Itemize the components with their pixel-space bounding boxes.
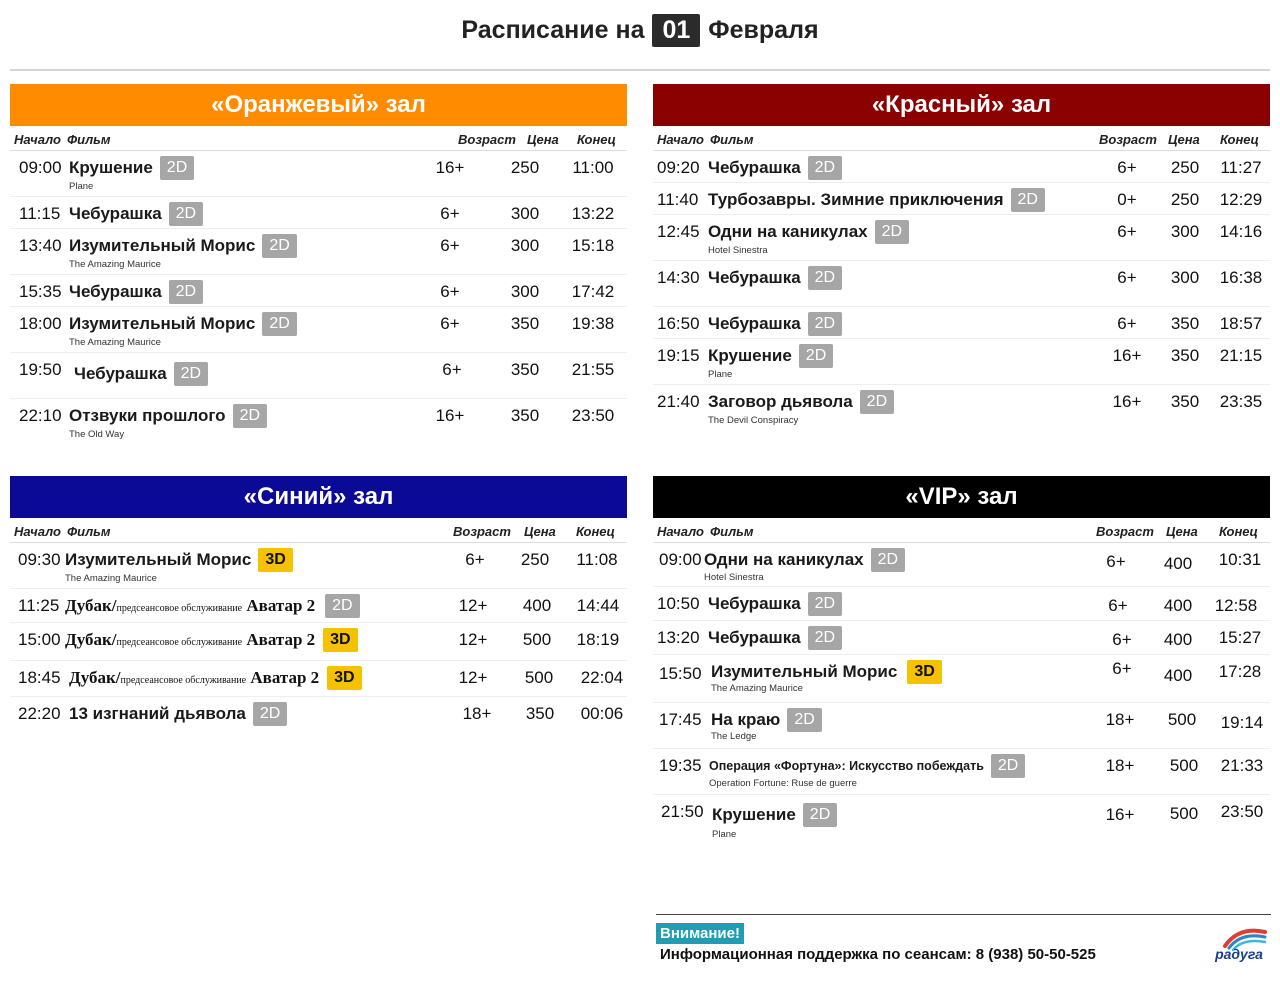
end-time: 15:18 <box>571 236 615 255</box>
age-rating: 12+ <box>458 630 488 649</box>
film-name: Дубак/предсеансовое обслуживание Аватар 2 <box>65 630 316 649</box>
col-price: Цена <box>527 132 559 147</box>
price: 400 <box>1163 666 1193 685</box>
format-badge: 3D <box>323 628 357 652</box>
age-rating: 6+ <box>1117 314 1137 333</box>
film-title <box>712 803 837 827</box>
start-time: 09:00 <box>659 550 702 569</box>
col-end: Конец <box>576 524 615 539</box>
table-row <box>653 215 1270 261</box>
age-rating: 18+ <box>462 704 492 723</box>
film-subtitle: Plane <box>708 369 733 380</box>
end-time: 10:31 <box>1218 550 1262 569</box>
format-badge: 2D <box>160 156 194 180</box>
start-time: 19:15 <box>657 346 700 365</box>
film-subtitle: The Amazing Maurice <box>69 259 161 270</box>
col-age: Возраст <box>458 132 516 147</box>
col-price: Цена <box>1166 524 1198 539</box>
film-subtitle: Operation Fortune: Ruse de guerre <box>709 778 857 789</box>
col-start: Начало <box>657 524 704 539</box>
film-title <box>708 156 842 180</box>
col-start: Начало <box>14 524 61 539</box>
start-time: 16:50 <box>657 314 700 333</box>
end-time: 19:14 <box>1220 713 1264 732</box>
format-badge: 2D <box>808 626 842 650</box>
film-name: Крушение <box>712 805 796 824</box>
price: 500 <box>1167 710 1197 729</box>
price: 350 <box>510 406 540 425</box>
start-time: 15:35 <box>19 282 62 301</box>
table-row <box>10 197 627 229</box>
film-title <box>65 594 360 618</box>
table-row <box>653 385 1270 431</box>
logo-text: радуга <box>1215 946 1263 962</box>
format-badge: 2D <box>808 266 842 290</box>
film-name: Чебурашка <box>708 628 801 647</box>
start-time: 09:30 <box>18 550 61 569</box>
title-day: 01 <box>652 14 700 47</box>
format-badge: 2D <box>808 156 842 180</box>
film-name: Чебурашка <box>69 282 162 301</box>
price: 300 <box>510 204 540 223</box>
film-name: Отзвуки прошлого <box>69 406 226 425</box>
table-row <box>653 749 1270 795</box>
age-rating: 6+ <box>1106 552 1126 571</box>
footer-divider <box>656 914 1271 915</box>
start-time: 15:50 <box>659 664 702 683</box>
age-rating: 18+ <box>1105 710 1135 729</box>
col-age: Возраст <box>1099 132 1157 147</box>
age-rating: 16+ <box>1105 805 1135 824</box>
table-row <box>653 339 1270 385</box>
film-title <box>709 754 1025 778</box>
age-rating: 6+ <box>440 282 460 301</box>
film-title <box>708 188 1045 212</box>
table-row <box>10 307 627 353</box>
start-time: 13:40 <box>19 236 62 255</box>
column-headers <box>653 518 1270 543</box>
age-rating: 6+ <box>1117 268 1137 287</box>
format-badge: 2D <box>262 312 296 336</box>
film-subtitle: Plane <box>69 181 94 192</box>
table-row <box>10 623 627 661</box>
age-rating: 6+ <box>442 360 462 379</box>
film-title <box>69 156 194 180</box>
column-headers <box>10 518 627 543</box>
film-name: Изумительный Морис <box>69 236 256 255</box>
film-name: 13 изгнаний дьявола <box>69 704 246 723</box>
price: 350 <box>510 360 540 379</box>
film-subtitle: The Amazing Maurice <box>69 337 161 348</box>
film-title <box>74 362 208 386</box>
film-title <box>708 266 842 290</box>
start-time: 11:15 <box>19 204 61 223</box>
price: 350 <box>1170 392 1200 411</box>
col-age: Возраст <box>453 524 511 539</box>
film-title <box>69 280 203 304</box>
age-rating: 16+ <box>1112 392 1142 411</box>
price: 400 <box>1163 596 1193 615</box>
end-time: 12:58 <box>1214 596 1258 615</box>
start-time: 22:20 <box>18 704 61 723</box>
film-name: Чебурашка <box>708 268 801 287</box>
title-month: Февраля <box>708 15 819 44</box>
end-time: 18:57 <box>1219 314 1263 333</box>
film-name: Турбозавры. Зимние приключения <box>708 190 1004 209</box>
end-time: 11:08 <box>576 550 618 569</box>
end-time: 11:27 <box>1220 158 1262 177</box>
format-badge: 2D <box>174 362 208 386</box>
film-name: Дубак/предсеансовое обслуживание Аватар 2 <box>69 668 320 687</box>
price: 400 <box>1163 630 1193 649</box>
age-rating: 16+ <box>435 158 465 177</box>
film-title <box>708 344 833 368</box>
table-row <box>653 261 1270 307</box>
film-name: Заговор дьявола <box>708 392 853 411</box>
end-time: 14:44 <box>576 596 620 615</box>
end-time: 21:15 <box>1219 346 1263 365</box>
film-name: Изумительный Морис <box>711 662 898 681</box>
start-time: 19:35 <box>659 756 702 775</box>
end-time: 21:33 <box>1220 756 1264 775</box>
start-time: 10:50 <box>657 594 700 613</box>
film-subtitle: Hotel Sinestra <box>704 572 764 583</box>
price: 500 <box>1169 756 1199 775</box>
price: 350 <box>510 314 540 333</box>
film-name: Операция «Фортуна»: Искусство побеждать <box>709 759 984 773</box>
film-title <box>708 592 842 616</box>
format-badge: 2D <box>787 708 821 732</box>
col-film: Фильм <box>710 132 754 147</box>
attention-label: Внимание! <box>656 923 744 944</box>
film-title <box>69 312 297 336</box>
col-price: Цена <box>1168 132 1200 147</box>
table-row <box>653 621 1270 655</box>
col-start: Начало <box>14 132 61 147</box>
film-title <box>711 708 822 732</box>
end-time: 22:04 <box>580 668 624 687</box>
header-divider <box>10 69 1270 71</box>
price: 250 <box>1170 158 1200 177</box>
table-row <box>10 697 627 733</box>
hall-title: «Синий» зал <box>10 476 627 518</box>
start-time: 09:20 <box>657 158 700 177</box>
price: 500 <box>1169 804 1199 823</box>
age-rating: 0+ <box>1117 190 1137 209</box>
col-price: Цена <box>524 524 556 539</box>
hall-orange <box>10 84 627 445</box>
age-rating: 12+ <box>458 596 488 615</box>
film-name: Крушение <box>708 346 792 365</box>
film-subtitle: Plane <box>712 829 737 840</box>
age-rating: 6+ <box>440 314 460 333</box>
col-age: Возраст <box>1096 524 1154 539</box>
price: 350 <box>525 704 555 723</box>
table-row <box>10 275 627 307</box>
price: 300 <box>1170 222 1200 241</box>
col-end: Конец <box>577 132 616 147</box>
film-title <box>708 390 894 414</box>
format-badge: 2D <box>233 404 267 428</box>
price: 400 <box>1163 554 1193 573</box>
price: 350 <box>1170 314 1200 333</box>
end-time: 12:29 <box>1219 190 1263 209</box>
start-time: 15:00 <box>18 630 61 649</box>
film-name: Изумительный Морис <box>69 314 256 333</box>
hall-red <box>653 84 1270 431</box>
age-rating: 6+ <box>1112 659 1132 678</box>
price: 250 <box>510 158 540 177</box>
end-time: 18:19 <box>576 630 620 649</box>
format-badge: 2D <box>169 202 203 226</box>
format-badge: 3D <box>907 660 941 684</box>
format-badge: 2D <box>253 702 287 726</box>
price: 500 <box>524 668 554 687</box>
end-time: 23:35 <box>1219 392 1263 411</box>
title-prefix: Расписание на <box>461 15 645 44</box>
format-badge: 2D <box>808 592 842 616</box>
age-rating: 18+ <box>1105 756 1135 775</box>
table-row <box>653 183 1270 215</box>
col-film: Фильм <box>67 132 111 147</box>
age-rating: 6+ <box>440 204 460 223</box>
format-badge: 2D <box>803 803 837 827</box>
film-title <box>65 628 358 652</box>
end-time: 23:50 <box>571 406 615 425</box>
end-time: 17:42 <box>571 282 615 301</box>
table-row <box>653 587 1270 621</box>
end-time: 11:00 <box>572 158 614 177</box>
hall-title: «VIP» зал <box>653 476 1270 518</box>
film-name: Чебурашка <box>69 204 162 223</box>
age-rating: 16+ <box>1112 346 1142 365</box>
start-time: 18:00 <box>19 314 62 333</box>
format-badge: 2D <box>169 280 203 304</box>
film-title <box>711 660 942 684</box>
end-time: 19:38 <box>571 314 615 333</box>
start-time: 22:10 <box>19 406 62 425</box>
end-time: 13:22 <box>571 204 615 223</box>
film-title <box>708 626 842 650</box>
format-badge: 2D <box>1011 188 1045 212</box>
table-row <box>10 151 627 197</box>
film-subtitle: The Ledge <box>711 731 757 742</box>
film-title <box>69 234 297 258</box>
film-subtitle: The Devil Conspiracy <box>708 415 799 426</box>
table-row <box>653 795 1270 843</box>
table-row <box>10 589 627 623</box>
film-title <box>69 202 203 226</box>
age-rating: 6+ <box>440 236 460 255</box>
col-film: Фильм <box>710 524 754 539</box>
price: 300 <box>1170 268 1200 287</box>
film-name: Чебурашка <box>74 364 167 383</box>
price: 250 <box>520 550 550 569</box>
table-row <box>653 151 1270 183</box>
start-time: 21:40 <box>657 392 700 411</box>
film-name: Одни на каникулах <box>704 550 864 569</box>
age-rating: 6+ <box>1108 596 1128 615</box>
price: 350 <box>1170 346 1200 365</box>
start-time: 18:45 <box>18 668 61 687</box>
age-rating: 6+ <box>465 550 485 569</box>
format-badge: 2D <box>799 344 833 368</box>
film-name: Дубак/предсеансовое обслуживание Аватар 2 <box>65 596 316 615</box>
support-phone-text: Информационная поддержка по сеансам: 8 (938) 50-50-525 <box>660 946 1096 963</box>
film-title <box>69 404 267 428</box>
start-time: 17:45 <box>659 710 702 729</box>
format-badge: 3D <box>327 666 361 690</box>
col-start: Начало <box>657 132 704 147</box>
table-row <box>653 543 1270 587</box>
start-time: 11:25 <box>18 596 60 615</box>
start-time: 21:50 <box>661 802 704 821</box>
hall-title: «Красный» зал <box>653 84 1270 126</box>
age-rating: 6+ <box>1117 158 1137 177</box>
start-time: 13:20 <box>657 628 700 647</box>
film-subtitle: The Old Way <box>69 429 125 440</box>
film-title <box>65 548 293 572</box>
end-time: 17:28 <box>1218 662 1262 681</box>
end-time: 00:06 <box>580 704 624 723</box>
end-time: 21:55 <box>571 360 615 379</box>
film-name: Изумительный Морис <box>65 550 252 569</box>
col-end: Конец <box>1219 524 1258 539</box>
film-name: Чебурашка <box>708 314 801 333</box>
format-badge: 3D <box>258 548 292 572</box>
age-rating: 6+ <box>1117 222 1137 241</box>
table-row <box>10 661 627 697</box>
age-rating: 16+ <box>435 406 465 425</box>
format-badge: 2D <box>860 390 894 414</box>
page-title <box>0 10 1280 50</box>
table-row <box>10 229 627 275</box>
end-time: 15:27 <box>1218 628 1262 647</box>
film-title <box>69 702 287 726</box>
format-badge: 2D <box>871 548 905 572</box>
table-row <box>653 307 1270 339</box>
price: 400 <box>522 596 552 615</box>
film-subtitle: Hotel Sinestra <box>708 245 768 256</box>
column-headers <box>653 126 1270 151</box>
col-end: Конец <box>1220 132 1259 147</box>
table-row <box>653 655 1270 703</box>
end-time: 16:38 <box>1219 268 1263 287</box>
film-name: Крушение <box>69 158 153 177</box>
film-name: Одни на каникулах <box>708 222 868 241</box>
price: 250 <box>1170 190 1200 209</box>
price: 300 <box>510 236 540 255</box>
film-title <box>69 666 362 690</box>
end-time: 14:16 <box>1219 222 1263 241</box>
age-rating: 12+ <box>458 668 488 687</box>
format-badge: 2D <box>262 234 296 258</box>
film-subtitle: The Amazing Maurice <box>711 683 803 694</box>
col-film: Фильм <box>67 524 111 539</box>
start-time: 11:40 <box>657 190 699 209</box>
start-time: 14:30 <box>657 268 700 287</box>
raduga-logo <box>1205 922 1273 962</box>
film-title <box>704 548 905 572</box>
film-name: На краю <box>711 710 781 729</box>
table-row <box>653 703 1270 749</box>
table-row <box>10 399 627 445</box>
format-badge: 2D <box>808 312 842 336</box>
film-title <box>708 312 842 336</box>
table-row <box>10 543 627 589</box>
hall-title: «Оранжевый» зал <box>10 84 627 126</box>
hall-blue <box>10 476 627 733</box>
format-badge: 2D <box>875 220 909 244</box>
start-time: 12:45 <box>657 222 700 241</box>
film-subtitle: The Amazing Maurice <box>65 573 157 584</box>
end-time: 23:50 <box>1220 802 1264 821</box>
format-badge: 2D <box>325 594 359 618</box>
table-row <box>10 353 627 399</box>
start-time: 09:00 <box>19 158 62 177</box>
price: 500 <box>522 630 552 649</box>
film-title <box>708 220 909 244</box>
hall-vip <box>653 476 1270 843</box>
column-headers <box>10 126 627 151</box>
film-name: Чебурашка <box>708 158 801 177</box>
price: 300 <box>510 282 540 301</box>
start-time: 19:50 <box>19 360 62 379</box>
age-rating: 6+ <box>1112 630 1132 649</box>
format-badge: 2D <box>991 754 1025 778</box>
film-name: Чебурашка <box>708 594 801 613</box>
